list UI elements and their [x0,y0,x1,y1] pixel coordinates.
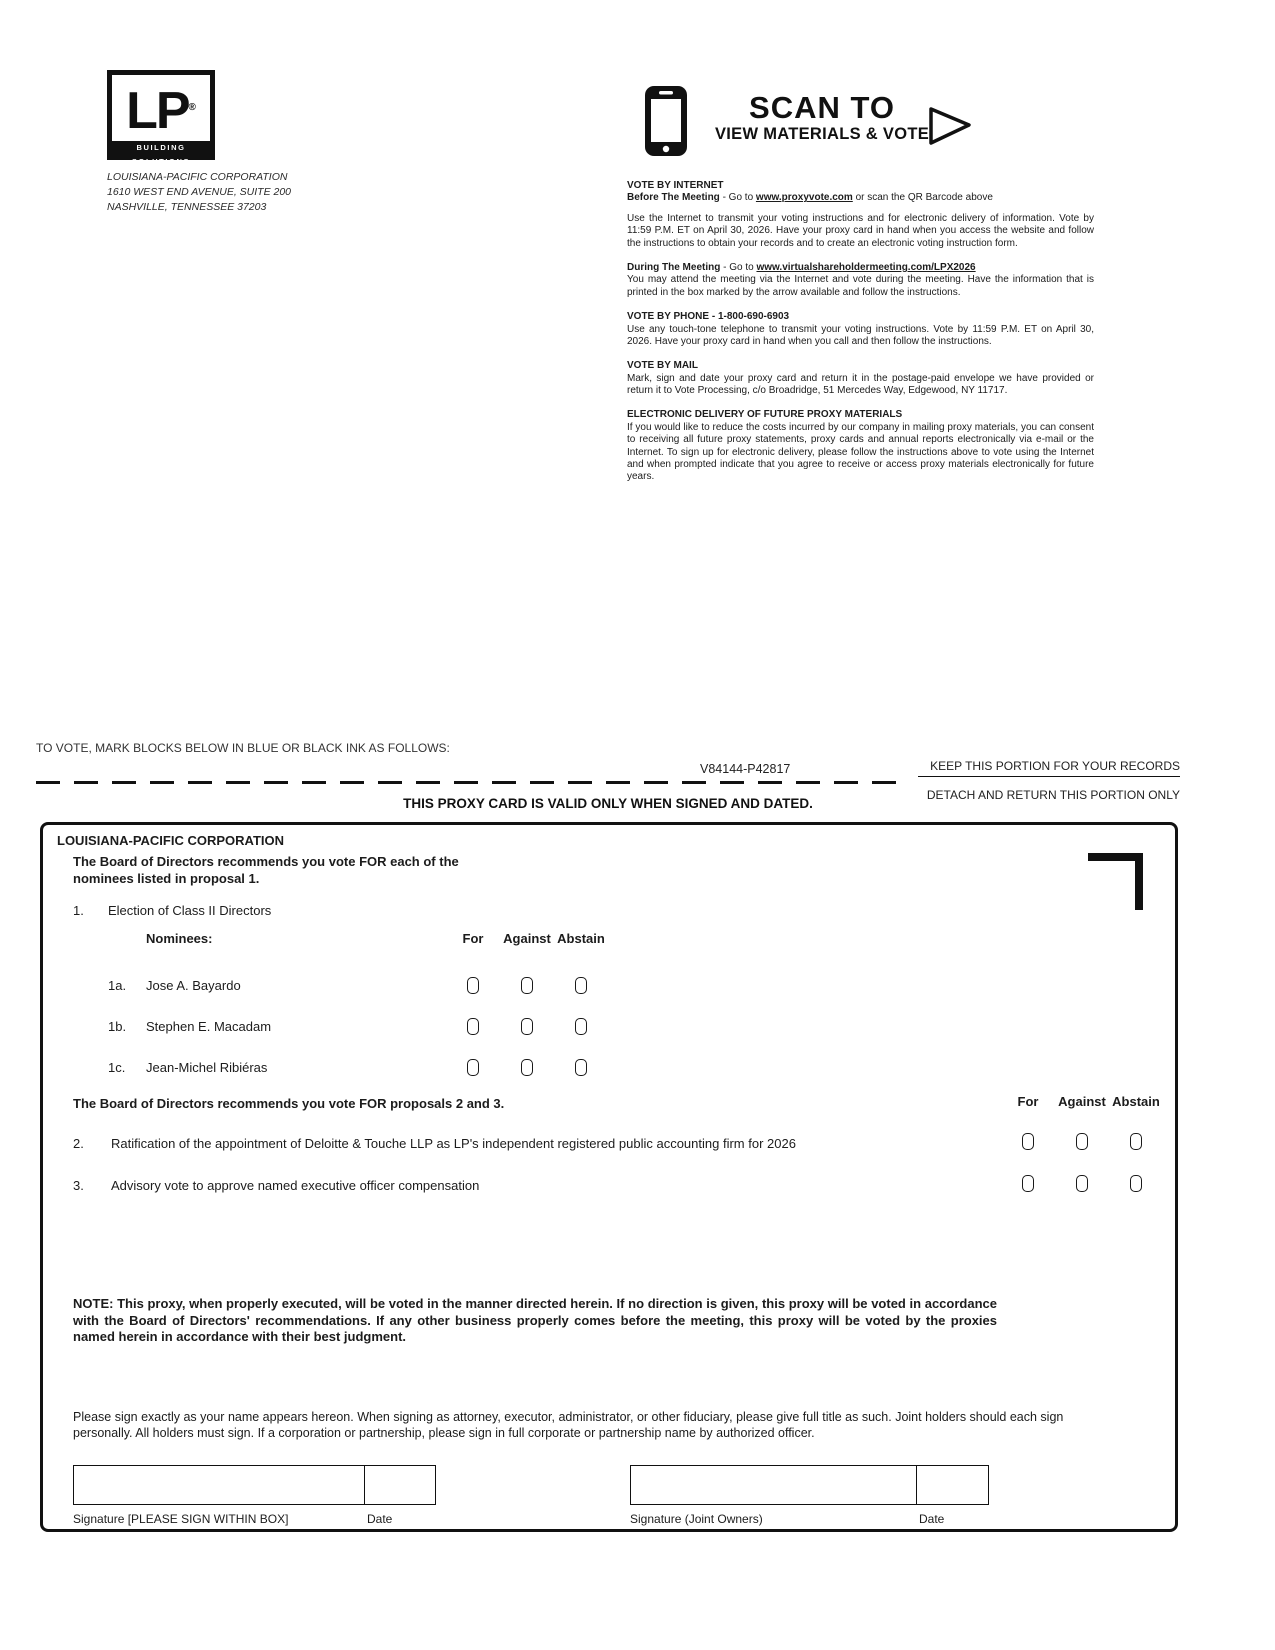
before-meeting-suffix: or scan the QR Barcode above [852,192,993,204]
column-header-abstain-right: Abstain [1112,1094,1160,1109]
proposal-2-number: 2. [73,1136,84,1151]
column-header-for: For [462,931,484,946]
signature-joint-input-box[interactable] [630,1465,917,1505]
nominee-table [108,931,608,1088]
during-meeting-sep: - Go to [720,261,757,273]
ballot-company-name: LOUISIANA-PACIFIC CORPORATION [57,833,285,848]
keep-portion-note: KEEP THIS PORTION FOR YOUR RECORDS [918,759,1180,777]
company-name: LOUISIANA-PACIFIC CORPORATION [107,171,288,183]
electronic-delivery-paragraph: If you would like to reduce the costs incurred by our company in mailing proxy materials, you can consent to receiving all future proxy statements, proxy cards and annual reports electronically via e-mail or the Internet. To sign up for electronic delivery, please follow the instructions above to vote using the Internet and when prompted indicate that you agree to receive or access proxy materials electronically for future years. [627,421,1094,483]
before-meeting-line [627,192,1094,204]
date-joint-label: Date [919,1512,945,1526]
nominee-1a-against-cell [500,977,554,994]
board-recommendation-2: The Board of Directors recommends you vote FOR proposals 2 and 3. [73,1096,505,1111]
nominee-1b-for-cell [446,1018,500,1035]
scan-banner [627,82,1094,172]
checkbox-1c-for[interactable] [467,1059,479,1076]
proposal-3-checkboxes [1001,1175,1163,1192]
company-address [107,170,291,216]
nominee-1a-name: Jose A. Bayardo [146,978,241,993]
lp-logo-tagline: BUILDING SOLUTIONS [112,141,210,155]
mark-blocks-instruction: TO VOTE, MARK BLOCKS BELOW IN BLUE OR BLACK INK AS FOLLOWS: [36,741,450,755]
before-meeting-label: Before The Meeting [627,192,720,204]
scan-title: SCAN TO [749,90,895,125]
phone-paragraph: Use any touch-tone telephone to transmit your voting instructions. Vote by 11:59 P.M. ET on April 30, 2026. Have your proxy card in hand when you call and then follow the instructions. [627,323,1094,347]
internet-paragraph: Use the Internet to transmit your voting instructions and for electronic delivery of information. Vote by 11:59 P.M. ET on April 30, 2026. Have your proxy card in hand when you access the website and follow the instructions to obtain your records and to create an electronic voting instruction form. [627,212,1094,249]
registered-trademark-icon: ® [188,102,196,113]
checkbox-1a-abstain[interactable] [575,977,587,994]
checkbox-3-against[interactable] [1076,1175,1088,1192]
lp-logo-text [112,75,210,144]
during-paragraph: You may attend the meeting via the Internet and vote during the meeting. Have the information that is printed in the box marked by the arrow available and follow the instructions. [627,274,1094,298]
detach-return-note: DETACH AND RETURN THIS PORTION ONLY [926,788,1180,802]
ballot-box [40,822,1178,1532]
board-recommendation-1: The Board of Directors recommends you vote FOR each of the nominees listed in proposal 1. [73,854,459,886]
date-joint-input-box[interactable] [916,1465,989,1505]
signature-label: Signature [PLEASE SIGN WITHIN BOX] [73,1512,289,1526]
checkbox-2-against[interactable] [1076,1133,1088,1150]
corner-registration-mark [1088,853,1143,910]
lp-logo-letters: LP [126,82,189,140]
column-header-for-right: For [1017,1094,1039,1109]
before-meeting-sep: - Go to [719,192,756,204]
nominee-1c-for-cell [446,1059,500,1076]
date-label: Date [367,1512,393,1526]
proposal-3-number: 3. [73,1178,84,1193]
signature-input-box[interactable] [73,1465,365,1505]
vote-columns-header-right [1001,1094,1163,1109]
vote-instructions [627,180,1094,496]
signature-joint-label: Signature (Joint Owners) [630,1512,763,1526]
vote-by-mail-heading: VOTE BY MAIL [627,360,698,372]
proposal-3-text: Advisory vote to approve named executive officer compensation [111,1178,480,1193]
date-input-box[interactable] [364,1465,436,1505]
proposal-2-text: Ratification of the appointment of Deloitte & Touche LLP as LP's independent registered public accounting firm for 2026 [111,1136,796,1151]
nominee-1c-against-cell [500,1059,554,1076]
checkbox-1b-abstain[interactable] [575,1018,587,1035]
nominee-1c-name: Jean-Michel Ribiéras [146,1060,268,1075]
checkbox-3-abstain[interactable] [1130,1175,1142,1192]
nominee-1a-abstain-cell [554,977,608,994]
perforation-line [36,781,896,784]
checkbox-1c-against[interactable] [521,1059,533,1076]
smartphone-icon [643,84,689,158]
nominee-1b-name: Stephen E. Macadam [146,1019,272,1034]
mail-paragraph: Mark, sign and date your proxy card and return it in the postage-paid envelope we have provided or return it to Vote Processing, c/o Broadridge, 51 Mercedes Way, Edgewood, NY 11717. [627,372,1094,397]
checkbox-1c-abstain[interactable] [575,1059,587,1076]
virtual-meeting-link[interactable]: www.virtualshareholdermeeting.com/LPX2026 [756,261,976,273]
proxyvote-link[interactable]: www.proxyvote.com [755,192,853,204]
column-header-against: Against [503,931,551,946]
checkbox-2-for[interactable] [1022,1133,1034,1150]
nominee-1c-abstain-cell [554,1059,608,1076]
vote-by-phone-heading: VOTE BY PHONE - 1-800-690-6903 [627,311,790,323]
address-street: 1610 WEST END AVENUE, SUITE 200 [107,186,292,199]
nominee-1a-for-cell [446,977,500,994]
lp-logo [107,70,215,166]
nominee-1c-id: 1c. [108,1060,126,1075]
sign-instruction: Please sign exactly as your name appears hereon. When signing as attorney, executor, administrator, or other fiduciary, please give full title as such. Joint holders should each sign personally. All holders must sign. If a corporation or partnership, please sign in full corporate or partnership name by authorized officer. [73,1410,1064,1440]
address-city: NASHVILLE, TENNESSEE 37203 [107,201,267,214]
checkbox-1b-for[interactable] [467,1018,479,1035]
nominee-1b-id: 1b. [108,1019,127,1034]
nominee-1b-against-cell [500,1018,554,1035]
checkbox-3-for[interactable] [1022,1175,1034,1192]
scan-text-block [701,92,943,144]
checkbox-1b-against[interactable] [521,1018,533,1035]
during-meeting-label: During The Meeting [627,261,721,273]
proxy-note: NOTE: This proxy, when properly executed, will be voted in the manner directed herein. If no direction is given, this proxy will be voted in accordance with the Board of Directors' recommendations. If any other business properly comes before the meeting, this proxy will be voted by the proxies named herein in accordance with their best judgment. [73,1296,997,1345]
arrow-right-icon [927,104,973,148]
nominees-label: Nominees: [146,931,213,946]
vote-by-internet-heading: VOTE BY INTERNET [627,180,724,191]
proposal-1-title: Election of Class II Directors [108,903,272,918]
column-header-against-right: Against [1058,1094,1106,1109]
proposal-2-checkboxes [1001,1133,1163,1150]
electronic-delivery-heading: ELECTRONIC DELIVERY OF FUTURE PROXY MATERIALS [627,409,903,421]
checkbox-2-abstain[interactable] [1130,1133,1142,1150]
during-meeting-line [627,262,1094,274]
proposal-1-number: 1. [73,903,84,918]
column-header-abstain: Abstain [557,931,605,946]
nominee-1b-abstain-cell [554,1018,608,1035]
nominee-1a-id: 1a. [108,978,127,993]
scan-subtitle: VIEW MATERIALS & VOTE [714,124,930,143]
control-number: V84144-P42817 [700,762,791,776]
checkbox-1a-for[interactable] [467,977,479,994]
checkbox-1a-against[interactable] [521,977,533,994]
valid-when-signed-note: THIS PROXY CARD IS VALID ONLY WHEN SIGNED AND DATED. [403,796,813,811]
